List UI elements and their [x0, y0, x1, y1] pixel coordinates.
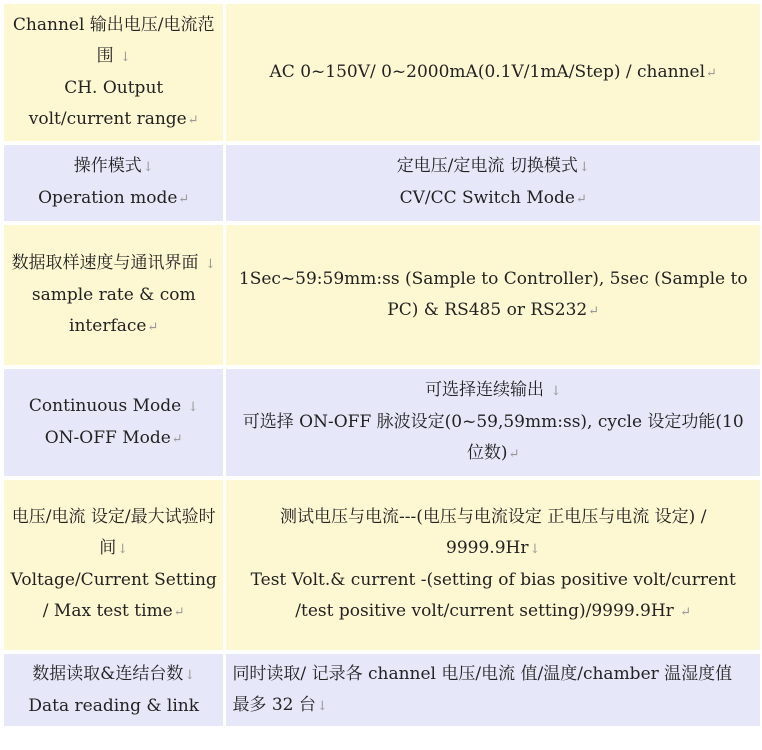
- spec-label-line: Channel 输出电压/电流范围: [12, 14, 215, 66]
- spec-row-data-reading: [4, 654, 760, 726]
- spec-label-line: Continuous Mode: [28, 395, 182, 416]
- spec-row-operation-mode: [4, 145, 760, 221]
- line-break-mark: ↓: [578, 160, 590, 175]
- spec-value-cell: [223, 4, 760, 141]
- spec-label-cell: [4, 225, 223, 365]
- spec-label-line: ON-OFF Mode: [44, 427, 171, 448]
- spec-label-line: 电压/电流 设定/最大试验时间: [11, 507, 216, 558]
- spec-value-cell: [223, 480, 760, 650]
- line-break-mark: ↓: [187, 399, 199, 415]
- spec-value-cell: [223, 654, 760, 726]
- spec-label-line: Operation mode: [38, 188, 178, 208]
- spec-value-line: 可选择连续输出: [425, 380, 545, 400]
- spec-label-cell: [4, 369, 223, 476]
- paragraph-mark: ↵: [173, 605, 185, 620]
- spec-label-line: 数据取样速度与通讯界面: [11, 252, 199, 273]
- line-break-mark: ↓: [316, 698, 328, 714]
- line-break-mark: ↓: [204, 256, 216, 272]
- paragraph-mark: ↵: [508, 447, 520, 462]
- spec-value-line: 定电压/定电流 切换模式: [396, 156, 578, 176]
- paragraph-mark: ↵: [680, 605, 692, 620]
- spec-value-line: Test Volt.& current -(setting of bias positive volt/current /test positive volt/current setting)/9999.9Hr: [250, 570, 742, 621]
- spec-label-cell: [4, 480, 223, 650]
- line-break-mark: ↓: [184, 667, 196, 683]
- spec-value-cell: [223, 225, 760, 365]
- spec-value-line: 同时读取/ 记录各 channel 电压/电流 值/温度/chamber 温湿度值 最多 32 台: [232, 663, 738, 715]
- spec-label-line: volt/current range: [28, 108, 187, 129]
- spec-label-line: 数据读取&连结台数: [32, 663, 184, 684]
- spec-label-cell: [4, 4, 223, 141]
- spec-value-line: 可选择 ON-OFF 脉波设定(0~59,59mm:ss), cycle 设定功能(10 位数): [242, 412, 750, 463]
- spec-label-cell: [4, 654, 223, 726]
- spec-label-line: sample rate & com interface: [31, 284, 201, 336]
- spec-row-voltage-setting: [4, 480, 760, 650]
- line-break-mark: ↓: [142, 160, 154, 175]
- spec-label-cell: [4, 145, 223, 221]
- spec-row-sample-rate: [4, 225, 760, 365]
- line-break-mark: ↓: [550, 384, 562, 399]
- spec-value-cell: [223, 145, 760, 221]
- spec-label-line: 操作模式: [73, 156, 142, 176]
- paragraph-mark: ↵: [187, 112, 199, 128]
- spec-value-line: CV/CC Switch Mode: [399, 188, 575, 208]
- spec-value-line: 1Sec~59:59mm:ss (Sample to Controller), 5sec (Sample to PC) & RS485 or RS232: [238, 268, 753, 320]
- paragraph-mark: ↵: [147, 319, 159, 335]
- paragraph-mark: ↵: [171, 431, 183, 447]
- paragraph-mark: ↵: [575, 192, 587, 207]
- paragraph-mark: ↵: [178, 192, 190, 207]
- spec-row-output-range: [4, 4, 760, 141]
- line-break-mark: ↓: [529, 542, 541, 557]
- spec-value-cell: [223, 369, 760, 476]
- line-break-mark: ↓: [117, 542, 129, 557]
- line-break-mark: ↓: [119, 49, 131, 65]
- spec-label-line: CH. Output: [64, 77, 164, 98]
- spec-value-line: AC 0~150V/ 0~2000mA(0.1V/1mA/Step) / channel: [269, 61, 706, 82]
- spec-value-line: 测试电压与电流---(电压与电流设定 正电压与电流 设定) / 9999.9Hr: [280, 507, 712, 558]
- spec-table: [4, 0, 760, 730]
- spec-label-line: Data reading & link: [28, 695, 200, 716]
- paragraph-mark: ↵: [706, 65, 717, 81]
- spec-label-line: Voltage/Current Setting / Max test time: [10, 570, 223, 621]
- paragraph-mark: ↵: [588, 303, 600, 319]
- spec-row-continuous-mode: [4, 369, 760, 476]
